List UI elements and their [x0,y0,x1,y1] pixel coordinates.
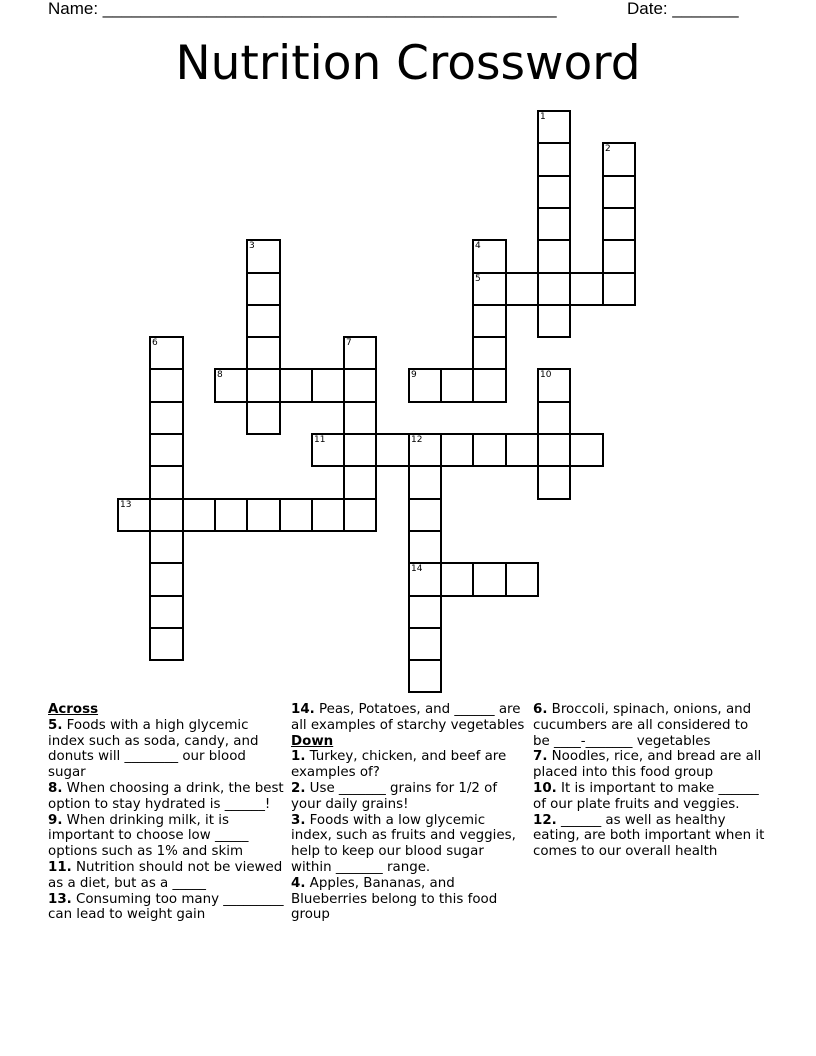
grid-cell[interactable] [343,498,377,532]
grid-cell[interactable] [214,368,248,403]
clue-number-label: 13 [120,500,132,510]
grid-cell[interactable] [117,498,151,532]
grid-cell[interactable] [408,530,442,564]
grid-cell[interactable] [537,368,571,403]
clue-down-3[interactable]: 3. Foods with a low glycemic index, such as fruits and veggies, help to keep our blood sugar within _______ range. [291,812,516,875]
clue-down-7[interactable]: 7. Noodles, rice, and bread are all placed into this food group [533,749,762,781]
grid-cell[interactable] [246,304,281,338]
grid-cell[interactable] [472,239,507,274]
clue-number-label: 4 [475,241,481,251]
grid-cell[interactable] [375,433,410,467]
grid-cell[interactable] [602,272,636,306]
clue-across-14[interactable]: 14. Peas, Potatoes, and ______ are all examples of starchy vegetables [291,702,525,733]
grid-cell[interactable] [149,595,184,629]
grid-cell[interactable] [279,498,313,532]
grid-cell[interactable] [149,465,184,500]
grid-cell[interactable] [537,110,571,144]
grid-cell[interactable] [472,433,507,467]
grid-cell[interactable] [602,175,636,209]
clue-down-2[interactable]: 2. Use _______ grains for 1/2 of your daily grains! [291,780,498,812]
grid-cell[interactable] [505,433,539,467]
grid-cell[interactable] [602,207,636,241]
grid-cell[interactable] [537,142,571,177]
clue-number-label: 9 [411,370,417,380]
grid-cell[interactable] [149,368,184,403]
clue-across-13[interactable]: 13. Consuming too many _________ can lead to weight gain [48,891,284,923]
clue-number-label: 14 [411,564,423,574]
grid-cell[interactable] [149,627,184,661]
clue-down-12[interactable]: 12. ______ as well as healthy eating, are both important when it comes to our overall health [533,812,765,860]
grid-cell[interactable] [537,239,571,274]
grid-cell[interactable] [246,498,281,532]
grid-cell[interactable] [408,659,442,693]
clue-across-11[interactable]: 11. Nutrition should not be viewed as a diet, but as a _____ [48,859,283,891]
clue-across-9[interactable]: 9. When drinking milk, it is important to choose low _____ options such as 1% and skim [48,812,249,860]
grid-cell[interactable] [246,336,281,370]
clue-number-label: 2 [605,144,611,154]
clue-number-label: 7 [346,338,352,348]
page-title: Nutrition Crossword [175,36,641,91]
grid-cell[interactable] [408,368,442,403]
grid-cell[interactable] [214,498,248,532]
clue-across-8[interactable]: 8. When choosing a drink, the best option to stay hydrated is ______! [48,780,284,812]
grid-cell[interactable] [279,368,313,403]
clue-down-10[interactable]: 10. It is important to make ______ of our plate fruits and veggies. [533,780,759,812]
clue-column-1 [48,702,284,923]
grid-cell[interactable] [311,433,345,467]
grid-cell[interactable] [537,304,571,338]
grid-cell[interactable] [343,336,377,370]
grid-cell[interactable] [149,401,184,435]
grid-cell[interactable] [537,175,571,209]
grid-cell[interactable] [408,498,442,532]
grid-cell[interactable] [472,368,507,403]
down-heading: Down [291,733,334,749]
clue-number-label: 11 [314,435,326,445]
grid-cell[interactable] [149,433,184,467]
grid-cell[interactable] [149,562,184,597]
grid-cell[interactable] [311,498,345,532]
grid-cell[interactable] [472,272,507,306]
name-field-label[interactable]: Name: ________________________________________________ [48,0,557,18]
grid-cell[interactable] [440,562,474,597]
clue-down-1[interactable]: 1. Turkey, chicken, and beef are examples of? [291,749,507,781]
clue-number-label: 12 [411,435,423,445]
grid-cell[interactable] [246,239,281,274]
grid-cell[interactable] [246,368,281,403]
clue-down-6[interactable]: 6. Broccoli, spinach, onions, and cucumbers are all considered to be ____-_______ vegetables [533,702,752,749]
clue-number-label: 10 [540,370,552,380]
grid-cell[interactable] [408,627,442,661]
clue-number-label: 5 [475,274,481,284]
grid-cell[interactable] [149,336,184,370]
grid-cell[interactable] [537,401,571,435]
clue-number-label: 3 [249,241,255,251]
grid-cell[interactable] [602,142,636,177]
grid-cell[interactable] [440,368,474,403]
grid-cell[interactable] [602,239,636,274]
grid-cell[interactable] [408,433,442,467]
grid-cell[interactable] [537,207,571,241]
grid-cell[interactable] [472,562,507,597]
grid-cell[interactable] [537,433,571,467]
grid-cell[interactable] [246,272,281,306]
grid-cell[interactable] [440,433,474,467]
grid-cell[interactable] [408,562,442,597]
clue-across-5[interactable]: 5. Foods with a high glycemic index such as soda, candy, and donuts will ________ our blood sugar [48,717,259,781]
grid-cell[interactable] [505,562,539,597]
grid-cell[interactable] [343,433,377,467]
grid-cell[interactable] [149,530,184,564]
clue-number-label: 1 [540,112,546,122]
grid-cell[interactable] [149,498,184,532]
grid-cell[interactable] [343,465,377,500]
clue-column-2 [291,702,527,923]
clue-number-label: 8 [217,370,223,380]
grid-cell[interactable] [472,336,507,370]
grid-cell[interactable] [246,401,281,435]
clue-number-label: 6 [152,338,158,348]
grid-cell[interactable] [505,272,539,306]
across-heading: Across [48,702,99,717]
grid-cell[interactable] [311,368,345,403]
grid-cell[interactable] [343,368,377,403]
grid-cell[interactable] [343,401,377,435]
grid-cell[interactable] [472,304,507,338]
grid-cell[interactable] [537,465,571,500]
clue-column-3 [533,702,769,860]
grid-cell[interactable] [408,595,442,629]
grid-cell[interactable] [182,498,216,532]
grid-cell[interactable] [537,272,571,306]
grid-cell[interactable] [569,272,604,306]
grid-cell[interactable] [408,465,442,500]
clue-down-4[interactable]: 4. Apples, Bananas, and Blueberries belong to this food group [291,875,498,923]
grid-cell[interactable] [569,433,604,467]
date-field-label[interactable]: Date: _______ [627,0,739,18]
